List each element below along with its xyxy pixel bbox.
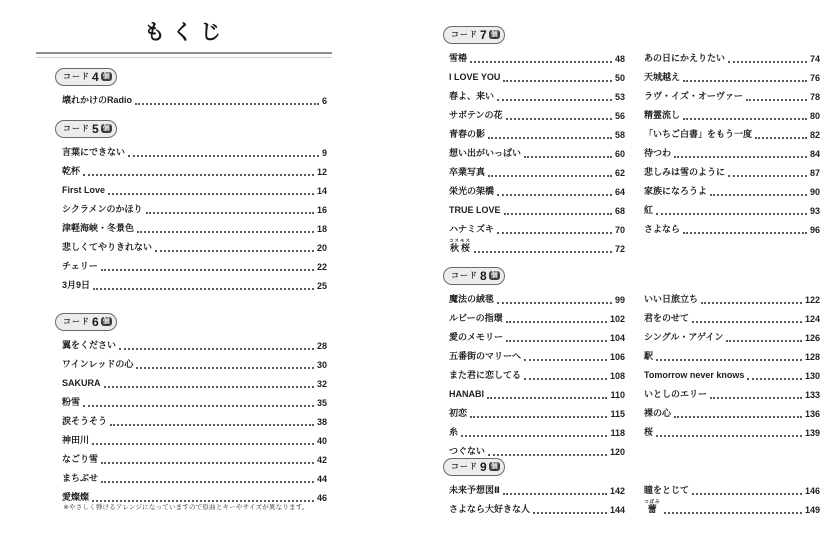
arrangement-footnote: ※やさしく弾けるアレンジになっていますので原曲とキーやサイズが異なります。 (63, 504, 309, 511)
song-list (55, 143, 327, 295)
dot-leader (461, 435, 607, 437)
page-number: 115 (610, 408, 625, 419)
song-title: あの日にかえりたい (644, 52, 726, 63)
page-number: 58 (614, 129, 625, 140)
dot-leader (136, 367, 314, 369)
song-list (443, 290, 625, 461)
toc-entry (62, 200, 327, 219)
dot-leader (692, 493, 802, 495)
toc-entry (644, 423, 820, 442)
toc-entry (449, 201, 625, 220)
badge-prefix-label: コード (451, 271, 478, 280)
section-chords-4 (55, 66, 327, 110)
dot-leader (83, 405, 314, 407)
toc-entry (62, 238, 327, 257)
song-title: I LOVE YOU (449, 71, 501, 82)
toc-entry (644, 87, 820, 106)
song-title: TRUE LOVE (449, 204, 501, 215)
dot-leader (488, 175, 612, 177)
page-number: 60 (614, 148, 625, 159)
dot-leader (692, 321, 802, 323)
song-title: 青春の影 (449, 128, 486, 139)
page-number: 93 (809, 205, 820, 216)
badge-count: 8 (480, 268, 487, 283)
song-list (55, 336, 327, 507)
badge-count: 5 (92, 121, 99, 136)
dot-leader (710, 194, 807, 196)
page-number: 40 (316, 435, 327, 446)
dot-leader (146, 212, 314, 214)
song-list (55, 91, 327, 110)
chord-count-badge (55, 313, 117, 331)
page-number: 106 (609, 351, 625, 362)
toc-entry (449, 366, 625, 385)
dot-leader (504, 213, 612, 215)
song-title: 五番街のマリーへ (449, 350, 522, 361)
toc-entry (644, 182, 820, 201)
toc-entry (449, 87, 625, 106)
dot-leader (497, 99, 612, 101)
badge-prefix-label: コード (451, 462, 478, 471)
toc-entry (644, 220, 820, 239)
page-number: 20 (316, 242, 327, 253)
page-number: 104 (609, 332, 625, 343)
toc-entry (449, 106, 625, 125)
song-title: 翼をください (62, 339, 117, 350)
dot-leader (503, 80, 612, 82)
toc-entry (644, 328, 820, 347)
song-title: 君をのせて (644, 312, 690, 323)
song-title: なごり雪 (62, 453, 99, 464)
page-number: 136 (804, 408, 820, 419)
section-chords-8 (443, 265, 820, 461)
page-number: 120 (609, 446, 625, 457)
toc-entry (62, 355, 327, 374)
song-title: 春よ、来い (449, 90, 495, 101)
dot-leader (683, 80, 807, 82)
badge-suffix-label: 個 (490, 272, 498, 279)
page-number: 130 (804, 370, 820, 381)
badge-suffix-label: 個 (102, 318, 110, 325)
song-title: シクラメンのかほり (62, 203, 143, 214)
dot-leader (110, 424, 314, 426)
song-title: 壊れかけのRadio (62, 94, 133, 105)
toc-entry (62, 276, 327, 295)
song-title: ハナミズキ (449, 223, 495, 234)
toc-entry (644, 385, 820, 404)
toc-entry (644, 347, 820, 366)
dot-leader (137, 231, 314, 233)
page-number: 18 (316, 223, 327, 234)
page-number: 133 (804, 389, 820, 400)
page-number: 46 (316, 492, 327, 503)
song-title: さよなら大好きな人 (449, 503, 531, 514)
song-title: チェリー (62, 260, 98, 271)
dot-leader (470, 61, 612, 63)
toc-entry (62, 162, 327, 181)
song-title: SAKURA (62, 377, 101, 388)
dot-leader (135, 103, 319, 105)
section-chords-9 (443, 456, 820, 519)
song-title: ルビーの指環 (449, 312, 503, 323)
toc-entry (62, 257, 327, 276)
song-title: 未来予想図Ⅱ (449, 484, 500, 495)
page-number: 74 (809, 53, 820, 64)
dot-leader (524, 378, 607, 380)
chord-count-badge (55, 120, 117, 138)
section-chords-6 (55, 311, 327, 507)
page-number: 80 (809, 110, 820, 121)
toc-entry (449, 163, 625, 182)
page-number: 48 (614, 53, 625, 64)
song-title: 精霊流し (644, 109, 681, 120)
toc-entry (644, 366, 820, 385)
badge-suffix-label: 個 (102, 73, 110, 80)
song-title: 栄光の架橋 (449, 185, 495, 196)
dot-leader (108, 193, 314, 195)
dot-leader (728, 175, 807, 177)
dot-leader (506, 340, 607, 342)
dot-leader (92, 443, 314, 445)
toc-entry (62, 143, 327, 162)
page-number: 14 (316, 185, 327, 196)
song-title: 魔法の絨毯 (449, 293, 495, 304)
page-number: 28 (316, 340, 327, 351)
page-number: 96 (809, 224, 820, 235)
toc-entry (644, 106, 820, 125)
toc-entry (644, 309, 820, 328)
chord-count-badge (55, 68, 117, 86)
section-chords-7 (443, 24, 820, 258)
badge-suffix-label: 個 (490, 463, 498, 470)
toc-entry (449, 309, 625, 328)
dot-leader (656, 213, 807, 215)
song-title: HANABI (449, 388, 484, 399)
song-title: 待つわ (644, 147, 672, 158)
song-title: 瞳をとじて (644, 484, 690, 495)
dot-leader (710, 397, 802, 399)
toc-entry (449, 404, 625, 423)
dot-leader (701, 302, 802, 304)
toc-entry (62, 181, 327, 200)
song-title: 桜 (644, 426, 654, 437)
section-chords-5 (55, 118, 327, 295)
page-number: 50 (614, 72, 625, 83)
page-number: 149 (804, 504, 820, 515)
song-list (638, 290, 820, 461)
page-number: 35 (316, 397, 327, 408)
song-title: 言葉にできない (62, 146, 126, 157)
page-number: 38 (316, 416, 327, 427)
toc-entry (62, 412, 327, 431)
dot-leader (155, 250, 314, 252)
page-number: 64 (614, 186, 625, 197)
song-title: 粉雪 (62, 396, 81, 407)
song-title: 雪椿 (449, 52, 468, 63)
page-number: 126 (804, 332, 820, 343)
toc-entry (449, 182, 625, 201)
song-title: 愛燦燦 (62, 491, 90, 502)
toc-entry (62, 336, 327, 355)
song-title: いい日旅立ち (644, 293, 699, 304)
page-number: 32 (316, 378, 327, 389)
toc-entry (644, 500, 820, 519)
song-title: 悲しくてやりきれない (62, 241, 153, 252)
page-number: 22 (316, 261, 327, 272)
dot-leader (119, 348, 314, 350)
badge-count: 9 (480, 459, 487, 474)
dot-leader (728, 61, 807, 63)
song-title: まちぶせ (62, 472, 99, 483)
badge-count: 7 (480, 27, 487, 42)
dot-leader (101, 269, 314, 271)
page-number: 84 (809, 148, 820, 159)
page-number: 16 (316, 204, 327, 215)
song-list (443, 481, 625, 519)
page-number: 56 (614, 110, 625, 121)
page-number: 72 (614, 243, 625, 254)
toc-entry (644, 290, 820, 309)
toc-entry (449, 347, 625, 366)
song-title: 天城越え (644, 71, 681, 82)
page-number: 87 (809, 167, 820, 178)
page-number: 42 (316, 454, 327, 465)
badge-count: 4 (92, 69, 99, 84)
song-title: 「いちご白書」をもう一度 (644, 128, 753, 139)
page-number: 12 (316, 166, 327, 177)
page-number: 102 (609, 313, 625, 324)
dot-leader (747, 378, 802, 380)
dot-leader (726, 340, 802, 342)
dot-leader (746, 99, 807, 101)
badge-prefix-label: コード (451, 30, 478, 39)
badge-suffix-label: 個 (490, 31, 498, 38)
toc-entry (449, 481, 625, 500)
page-number: 90 (809, 186, 820, 197)
dot-leader (128, 155, 319, 157)
toc-entry (644, 163, 820, 182)
page-number: 99 (614, 294, 625, 305)
dot-leader (101, 462, 314, 464)
page-number: 78 (809, 91, 820, 102)
toc-entry (449, 125, 625, 144)
song-title: 裸の心 (644, 407, 672, 418)
song-title: 乾杯 (62, 165, 81, 176)
page-number: 82 (809, 129, 820, 140)
dot-leader (488, 137, 612, 139)
toc-entry (449, 385, 625, 404)
song-title: Tomorrow never knows (644, 369, 745, 380)
toc-entry (449, 500, 625, 519)
page-number: 146 (804, 485, 820, 496)
song-title: いとしのエリー (644, 388, 708, 399)
page-number: 76 (809, 72, 820, 83)
chord-count-badge (443, 267, 505, 285)
toc-entry (62, 91, 327, 110)
dot-leader (104, 386, 314, 388)
song-title: 涙そうそう (62, 415, 108, 426)
song-title: 津軽海峡・冬景色 (62, 222, 135, 233)
chord-count-badge (443, 26, 505, 44)
badge-count: 6 (92, 314, 99, 329)
dot-leader (674, 416, 802, 418)
dot-leader (503, 493, 607, 495)
song-title: シングル・アゲイン (644, 331, 724, 342)
song-list (638, 481, 820, 519)
song-title: 悲しみは雪のように (644, 166, 726, 177)
song-title: 想い出がいっぱい (449, 147, 522, 158)
song-title: 家族になろうよ (644, 185, 708, 196)
page-number: 53 (614, 91, 625, 102)
dot-leader (497, 194, 612, 196)
badge-prefix-label: コード (63, 317, 90, 326)
song-title: 紅 (644, 204, 654, 215)
dot-leader (506, 118, 612, 120)
dot-leader (497, 232, 612, 234)
toc-entry (644, 125, 820, 144)
page-number: 68 (614, 205, 625, 216)
page-number: 44 (316, 473, 327, 484)
page-number: 124 (804, 313, 820, 324)
song-title: 神田川 (62, 434, 90, 445)
toc-entry (644, 68, 820, 87)
song-title: First Love (62, 184, 106, 195)
dot-leader (470, 416, 607, 418)
toc-entry (62, 374, 327, 393)
dot-leader (755, 137, 807, 139)
toc-entry (644, 49, 820, 68)
toc-entry (449, 68, 625, 87)
dot-leader (524, 359, 607, 361)
song-title: さよなら (644, 223, 681, 234)
dot-leader (506, 321, 607, 323)
page-number: 70 (614, 224, 625, 235)
toc-entry (449, 220, 625, 239)
song-title: サボテンの花 (449, 109, 503, 120)
dot-leader (497, 302, 612, 304)
toc-entry (449, 423, 625, 442)
toc-entry (644, 481, 820, 500)
toc-entry (644, 144, 820, 163)
dot-leader (101, 481, 314, 483)
page-title: もくじ (144, 21, 228, 44)
song-title: 愛のメモリー (449, 331, 504, 342)
song-title: 秋桜コスモス (449, 237, 471, 253)
toc-entry (644, 201, 820, 220)
toc-entry (449, 290, 625, 309)
page-number: 30 (316, 359, 327, 370)
song-title: つぐない (449, 445, 486, 456)
dot-leader (487, 397, 607, 399)
dot-leader (664, 512, 802, 514)
page-number: 108 (609, 370, 625, 381)
song-list (638, 49, 820, 258)
dot-leader (83, 174, 314, 176)
toc-entry (62, 219, 327, 238)
page-number: 6 (321, 95, 327, 106)
song-title: 駅 (644, 350, 654, 361)
toc-entry (449, 239, 625, 258)
badge-suffix-label: 個 (102, 125, 110, 132)
chord-count-badge (443, 458, 505, 476)
song-title: 初恋 (449, 407, 468, 418)
toc-entry (62, 393, 327, 412)
toc-entry (62, 450, 327, 469)
song-list (443, 49, 625, 258)
dot-leader (656, 359, 802, 361)
dot-leader (683, 118, 807, 120)
song-title: 卒業写真 (449, 166, 486, 177)
song-title: ワインレッドの心 (62, 358, 134, 369)
dot-leader (674, 156, 807, 158)
dot-leader (656, 435, 802, 437)
page-number: 128 (804, 351, 820, 362)
toc-entry (62, 431, 327, 450)
title-divider (36, 52, 332, 58)
page-number: 122 (804, 294, 820, 305)
page-number: 110 (610, 389, 625, 400)
page-number: 142 (609, 485, 625, 496)
dot-leader (683, 232, 807, 234)
dot-leader (93, 288, 314, 290)
dot-leader (524, 156, 612, 158)
song-title: また君に恋してる (449, 369, 522, 380)
song-title: 3月9日 (62, 279, 91, 290)
song-title: 糸 (449, 426, 459, 437)
dot-leader (474, 251, 612, 253)
toc-entry (644, 404, 820, 423)
toc-entry (449, 49, 625, 68)
toc-entry (62, 469, 327, 488)
page-number: 25 (316, 280, 327, 291)
page-number: 118 (610, 427, 625, 438)
page-number: 139 (804, 427, 820, 438)
dot-leader (533, 512, 607, 514)
badge-prefix-label: コード (63, 72, 90, 81)
song-title: 蕾つぼみ (644, 498, 661, 514)
toc-entry (449, 144, 625, 163)
song-title: ラヴ・イズ・オーヴァー (644, 90, 743, 101)
toc-entry (449, 328, 625, 347)
badge-prefix-label: コード (63, 124, 90, 133)
page-number: 144 (609, 504, 625, 515)
page-number: 9 (321, 147, 327, 158)
page-number: 62 (614, 167, 625, 178)
